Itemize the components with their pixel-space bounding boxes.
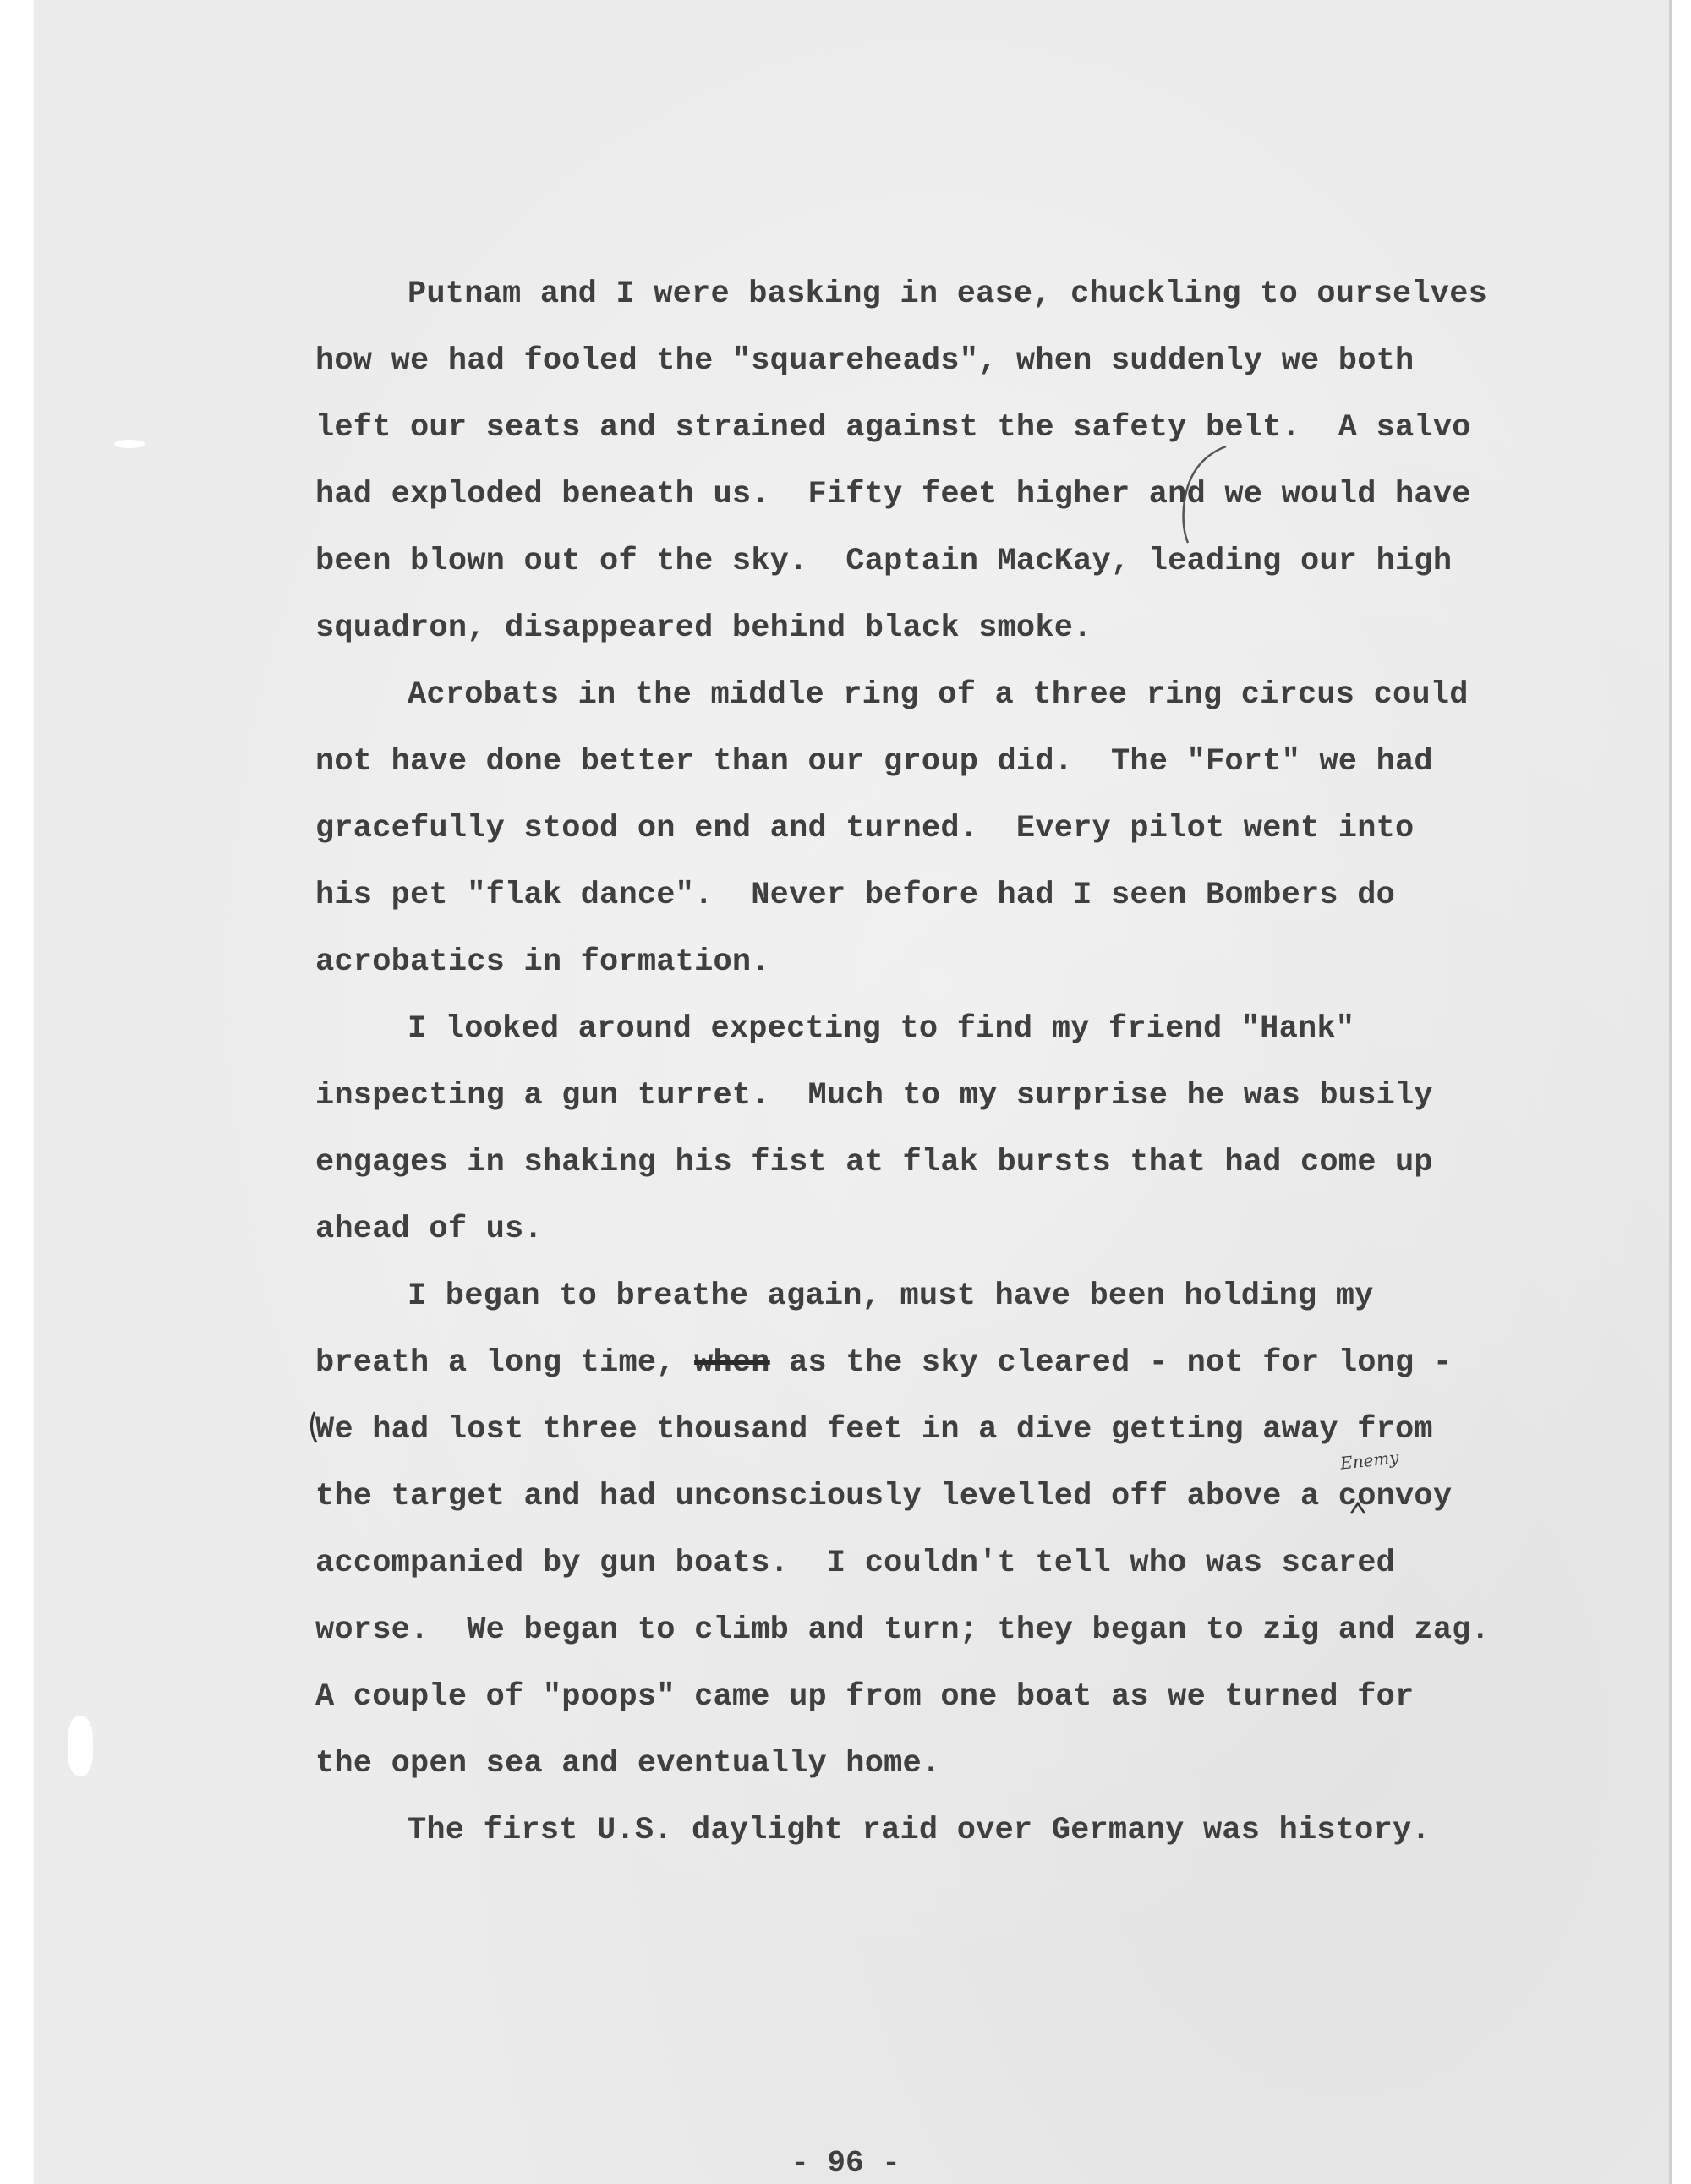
text-segment: as the sky cleared - not for long - bbox=[789, 1345, 1453, 1381]
handwritten-insertion: Enemy bbox=[1338, 1447, 1400, 1474]
text-line: acrobatics in formation. bbox=[315, 944, 770, 980]
text-line: the open sea and eventually home. bbox=[315, 1746, 941, 1782]
struck-word: when bbox=[694, 1345, 770, 1381]
text-line: The first U.S. daylight raid over Germany was history. bbox=[408, 1813, 1431, 1848]
text-line: I began to breathe again, must have been holding my bbox=[408, 1278, 1374, 1314]
text-line: worse. We began to climb and turn; they began to zig and zag. bbox=[315, 1612, 1491, 1648]
text-segment: breath a long time, bbox=[315, 1345, 676, 1381]
text-line: ahead of us. bbox=[315, 1212, 543, 1247]
text-line: squadron, disappeared behind black smoke. bbox=[315, 610, 1092, 646]
text-line: We had lost three thousand feet in a dive getting away from bbox=[315, 1412, 1433, 1448]
text-line: how we had fooled the "squareheads", when suddenly we both bbox=[315, 343, 1415, 379]
text-line-with-strikeout bbox=[315, 1345, 1453, 1381]
text-line: engages in shaking his fist at flak bursts that had come up bbox=[315, 1145, 1433, 1180]
text-line: left our seats and strained against the safety belt. A salvo bbox=[315, 410, 1471, 446]
text-line: not have done better than our group did. The "Fort" we had bbox=[315, 744, 1433, 780]
text-line: been blown out of the sky. Captain MacKay, leading our high bbox=[315, 544, 1453, 579]
text-line: Acrobats in the middle ring of a three ring circus could bbox=[408, 677, 1469, 713]
page-number: - 96 - bbox=[791, 2146, 900, 2181]
text-line: the target and had unconsciously levelled off above a convoy bbox=[315, 1479, 1453, 1514]
text-line: Putnam and I were basking in ease, chuckling to ourselves bbox=[408, 276, 1488, 312]
text-line: gracefully stood on end and turned. Every pilot went into bbox=[315, 811, 1415, 846]
text-line: accompanied by gun boats. I couldn't tell who was scared bbox=[315, 1546, 1396, 1581]
text-line: A couple of "poops" came up from one boat as we turned for bbox=[315, 1679, 1415, 1715]
text-line: inspecting a gun turret. Much to my surprise he was busily bbox=[315, 1078, 1433, 1114]
text-line: I looked around expecting to find my friend "Hank" bbox=[408, 1011, 1355, 1047]
text-line: his pet "flak dance". Never before had I seen Bombers do bbox=[315, 878, 1396, 913]
text-line: had exploded beneath us. Fifty feet higher and we would have bbox=[315, 477, 1471, 512]
